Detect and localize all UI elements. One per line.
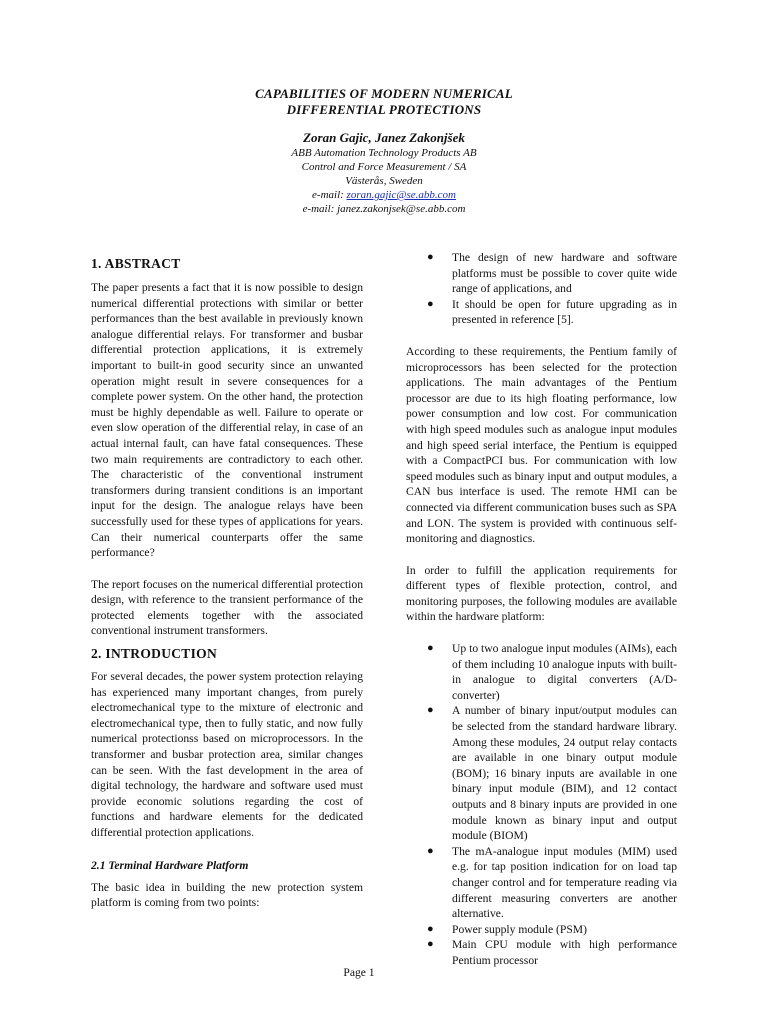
subsection-paragraph-1: The basic idea in building the new protection system platform is coming from two points: [91,880,363,910]
introduction-paragraph-1: For several decades, the power system protection relaying has experienced many important changes, from purely electromechanical type to the mixture of electronic and electromechanical type, then to fully static, and now fully numerical protectionss based on microprocessors. In the transformer and busbar protection area, similar changes can be seen. With the fast development in the area of digital technology, the hardware and software used must provide economic solutions regarding the cost of functions and hardware elements for the dedicated differential protection applications. [91,670,363,839]
bullet-icon: ● [427,251,434,263]
list-item-text: A number of binary input/output modules can be selected from the standard hardware library. Among these modules, 24 output relay contacts are available in one binary output module (BOM); 16 binary inputs are available in one binary input module (BIM), and 12 contact outputs and 8 binary inputs are provided in one module known as binary input and output module (BIOM) [452,704,677,843]
list-item [406,703,677,843]
list-item [406,641,677,703]
bullet-icon: ● [427,938,434,951]
page-number: Page 1 [343,966,375,979]
list-item [406,937,677,968]
list-item [406,250,677,297]
bullet-icon: ● [427,704,434,717]
modules-intro-paragraph: In order to fulfill the application requirements for different types of flexible protection, control, and monitoring purposes, the following modules are available within the hardware platform: [406,563,677,624]
email-line2: e-mail: janez.zakonjsek@se.abb.com [302,203,466,215]
bullet-icon: ● [427,922,434,935]
list-item-text: It should be open for future upgrading as in presented in reference [5]. [452,297,677,327]
affiliation-line2: Control and Force Measurement / SA [301,161,467,173]
requirements-list [406,250,677,328]
email1-label: e-mail: [312,189,347,201]
right-column [406,250,677,969]
left-column [91,250,363,911]
list-item-text: The mA-analogue input modules (MIM) used e.g. for tap position indication for on load tap changer control and for temperature reading via different measuring converters are another alternative. [452,844,677,921]
bullet-icon: ● [427,297,434,310]
paper-header [0,86,768,216]
abstract-paragraph-1: The paper presents a fact that it is now possible to design numerical differential protections with similar or better performances than the best available in previously known analogue differential relays. For transformer and busbar differential protection applications, it is extremely important to built-in good security since an unwanted operation might result in severe consequences for a complete power system. On the other hand, the protection must be highly dependable as well. Failure to operate or even slow operation of the differential relay, in case of an actual internal fault, can have fatal consequences. These two main requirements are contradictory to each other. The characteristic of the conventional instrument transformers during transient conditions is an important input for the design. The analogue relays have been successfully used for these types of applications for years. Can their numerical counterparts offer the same performance? [91,281,363,560]
email-line1 [0,188,768,202]
pentium-paragraph: According to these requirements, the Pentium family of microprocessors has been selected for the protection applications. The main advantages of the Pentium processor are due to its high floating performance, low power consumption and low cost. For communication with high speed modules such as analogue input modules and high speed serial interface, the Pentium is equipped with a CompactPCI bus. For communication with low speed modules such as binary input and output modules, a CAN bus interface is used. The remote HMI can be connected via different communication buses such as SPA and LON. The system is provided with continuous self-monitoring and diagnostics. [406,344,677,546]
introduction-heading: 2. INTRODUCTION [91,646,218,662]
email1-link[interactable]: zoran.gajic@se.abb.com [346,189,456,201]
bullet-icon: ● [427,642,434,655]
abstract-heading: 1. ABSTRACT [91,256,181,271]
affiliation-line1: ABB Automation Technology Products AB [291,147,477,159]
bullet-icon: ● [427,844,434,857]
paper-title-line1: CAPABILITIES OF MODERN NUMERICAL [255,86,513,101]
list-item [406,922,677,938]
paper-title-line2: DIFFERENTIAL PROTECTIONS [286,102,482,117]
list-item-text: Up to two analogue input modules (AIMs), each of them including 10 analogue inputs with built-in analogue to digital converters (A/D-converter) [452,642,677,702]
paper-authors: Zoran Gajic, Janez Zakonjšek [303,130,465,145]
list-item [406,297,677,328]
list-item-text: The design of new hardware and software platforms must be possible to cover quite wide range of applications, and [452,251,677,296]
modules-list [406,641,677,968]
subsection-heading: 2.1 Terminal Hardware Platform [91,858,249,872]
abstract-paragraph-2: The report focuses on the numerical differential protection design, with reference to the transient performance of the protected elements together with the associated conventional instrument transformers. [91,577,363,638]
list-item [406,844,677,922]
list-item-text: Main CPU module with high performance Pentium processor [452,938,677,967]
affiliation-line3: Västerås, Sweden [345,175,423,187]
list-item-text: Power supply module (PSM) [452,922,587,936]
